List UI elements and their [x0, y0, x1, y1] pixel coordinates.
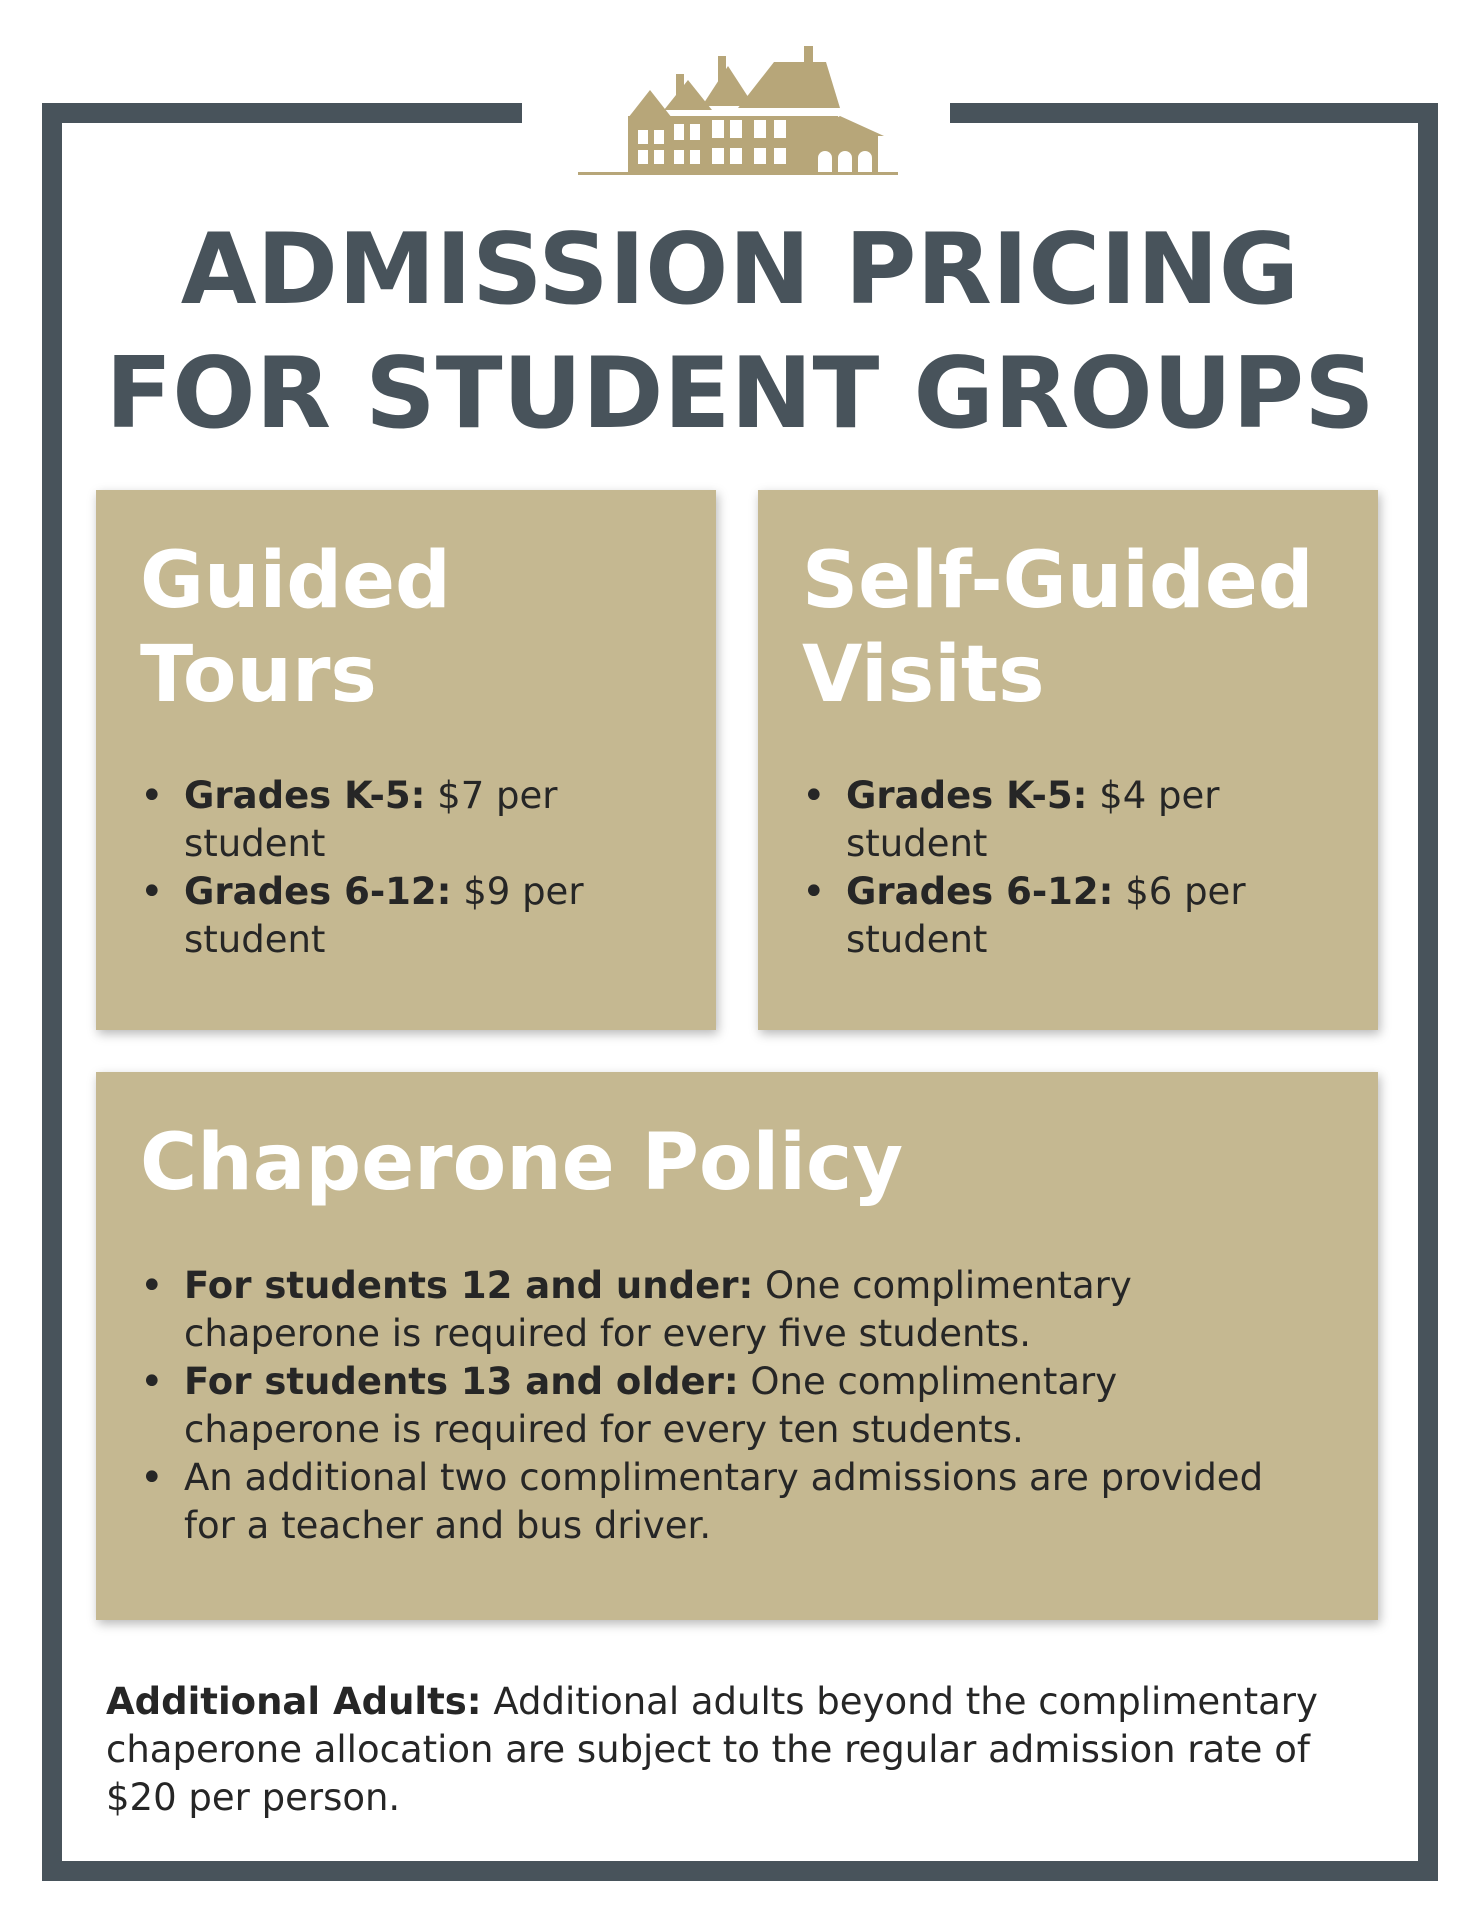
guided-tours-heading-line-1: Guided	[140, 536, 451, 626]
frame-top-right	[950, 103, 1438, 123]
list-item	[140, 868, 660, 964]
guided-tours-card	[96, 490, 716, 1030]
policy-text: One complimentary chaperone is required for every ten students.	[184, 1360, 1118, 1451]
list-item	[802, 868, 1322, 964]
list-item	[140, 772, 660, 868]
price-text: $6 per student	[846, 870, 1246, 961]
self-guided-heading-line-1: Self-Guided	[802, 536, 1314, 626]
frame-bottom	[42, 1861, 1438, 1881]
chaperone-policy-list	[140, 1262, 1290, 1550]
additional-adults-label: Additional Adults:	[106, 1680, 482, 1723]
list-item	[140, 1358, 1290, 1454]
self-guided-visits-heading	[802, 534, 1314, 722]
additional-adults-text: Additional adults beyond the complimentary chaperone allocation are subject to the regular admission rate of $20 per person.	[106, 1680, 1318, 1819]
page-title-line-2: FOR STUDENT GROUPS	[105, 337, 1375, 451]
guided-tours-price-list	[140, 772, 660, 964]
additional-adults-note	[106, 1678, 1376, 1822]
policy-text: One complimentary chaperone is required for every five students.	[184, 1264, 1132, 1355]
page-title-line-1: ADMISSION PRICING	[180, 213, 1300, 327]
price-text: $9 per student	[184, 870, 584, 961]
grade-label: Grades K-5:	[184, 774, 426, 817]
policy-text: An additional two complimentary admissions are provided for a teacher and bus driver.	[184, 1456, 1264, 1547]
page-title	[62, 208, 1418, 456]
self-guided-heading-line-2: Visits	[802, 630, 1045, 720]
grade-label: Grades K-5:	[846, 774, 1088, 817]
frame-left	[42, 103, 62, 1881]
chaperone-policy-heading: Chaperone Policy	[140, 1118, 904, 1208]
mansion-building-icon	[578, 46, 898, 182]
policy-label: For students 12 and under:	[184, 1264, 754, 1307]
grade-label: Grades 6-12:	[184, 870, 452, 913]
policy-label: For students 13 and older:	[184, 1360, 739, 1403]
list-item	[140, 1454, 1290, 1550]
price-text: $4 per student	[846, 774, 1220, 865]
chaperone-policy-card	[96, 1072, 1378, 1620]
grade-label: Grades 6-12:	[846, 870, 1114, 913]
list-item	[802, 772, 1322, 868]
guided-tours-heading	[140, 534, 451, 722]
self-guided-price-list	[802, 772, 1322, 964]
list-item	[140, 1262, 1290, 1358]
price-text: $7 per student	[184, 774, 558, 865]
frame-right	[1418, 103, 1438, 1881]
frame-top-left	[42, 103, 522, 123]
self-guided-visits-card	[758, 490, 1378, 1030]
guided-tours-heading-line-2: Tours	[140, 630, 377, 720]
